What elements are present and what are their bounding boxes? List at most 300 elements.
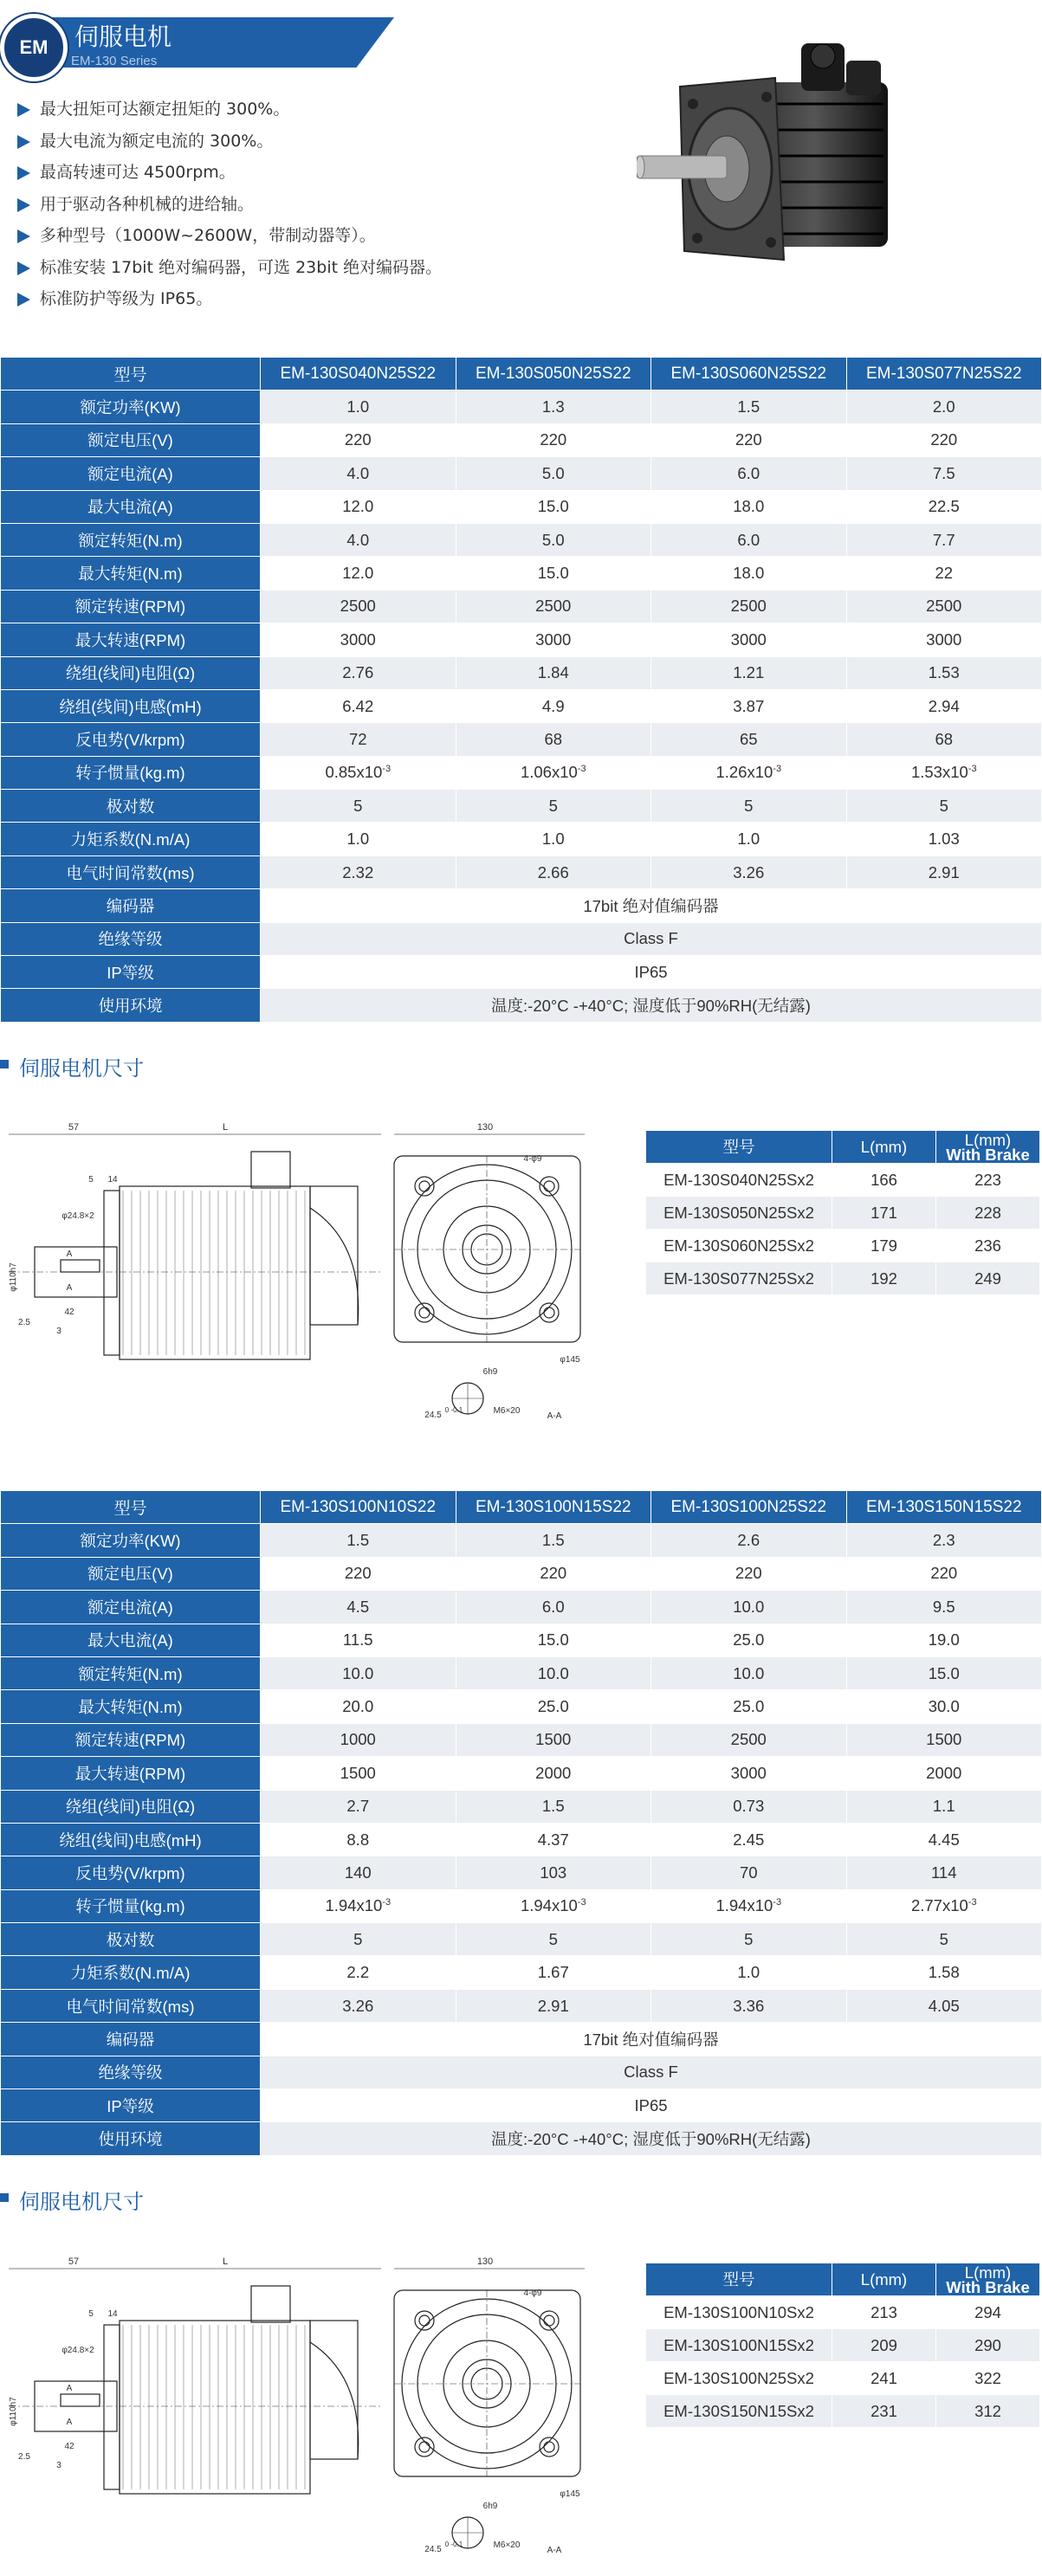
row-label: 编码器 xyxy=(1,889,261,922)
table-cell: 6.0 xyxy=(456,1591,651,1624)
feature-item: 多种型号（1000W~2600W，带制动器等）。 xyxy=(17,220,442,252)
inertia-value: 1.94x10 xyxy=(520,1896,578,1915)
table-row xyxy=(646,2329,1040,2362)
table-cell: 3000 xyxy=(651,623,847,656)
table-cell: 20.0 xyxy=(261,1690,456,1723)
model-header: 型号 xyxy=(646,2263,832,2296)
merged-cell: IP65 xyxy=(261,2089,1042,2122)
table-cell: 5 xyxy=(261,790,456,823)
inertia-exponent: -3 xyxy=(382,764,392,775)
row-label: 力矩系数(N.m/A) xyxy=(1,1956,261,1989)
merged-cell: 温度:-20°C -+40°C; 湿度低于90%RH(无结露) xyxy=(261,2122,1042,2155)
holes-dim: 4-φ9 xyxy=(523,2289,542,2298)
table-cell: 9.5 xyxy=(846,1591,1042,1624)
table-cell: 1.5 xyxy=(456,1790,651,1823)
table-cell xyxy=(846,756,1042,789)
key-width-dim: 24.5 xyxy=(424,2545,442,2554)
table-row xyxy=(1,1956,1042,1989)
table-cell: 1.0 xyxy=(651,1956,847,1989)
table-cell: 1.0 xyxy=(261,823,456,855)
table-cell: 5 xyxy=(846,1923,1042,1956)
inertia-value: 1.26x10 xyxy=(715,763,773,782)
merged-cell: Class F xyxy=(261,922,1042,955)
table-row xyxy=(1,1624,1042,1656)
table-header-row xyxy=(1,358,1042,391)
section-title-dimensions-2: 伺服电机尺寸 xyxy=(0,2185,144,2215)
table-row xyxy=(1,2023,1042,2056)
thread-dim: M6×20 xyxy=(493,1406,521,1416)
inertia-exponent: -3 xyxy=(773,764,782,775)
model-column-header: EM-130S150N15S22 xyxy=(846,1491,1042,1524)
table-cell: 103 xyxy=(456,1856,651,1889)
table-cell: 3000 xyxy=(846,623,1042,656)
table-cell: 228 xyxy=(936,1197,1040,1230)
row-label: 最大转矩(N.m) xyxy=(1,1690,261,1723)
table-cell: 22.5 xyxy=(846,490,1042,523)
motor-side-view xyxy=(9,2269,585,2494)
section-label-aa: A-A xyxy=(547,2546,562,2555)
table-cell: 2.0 xyxy=(846,391,1042,423)
series-label: EM-130 Series xyxy=(71,54,158,68)
table-cell: 1.3 xyxy=(456,391,651,423)
table-cell: 1500 xyxy=(261,1757,456,1790)
table-header-row xyxy=(646,1131,1040,1164)
table-cell: 1500 xyxy=(456,1723,651,1756)
table-cell: 68 xyxy=(456,723,651,756)
table-row xyxy=(1,889,1042,922)
row-label: 额定电流(A) xyxy=(1,1591,261,1624)
table-row xyxy=(1,1889,1042,1922)
table-cell: 1.0 xyxy=(456,823,651,855)
table-cell: 1.67 xyxy=(456,1956,651,1989)
table-row xyxy=(646,1164,1040,1197)
model-header: 型号 xyxy=(1,1491,261,1524)
merged-cell: 17bit 绝对值编码器 xyxy=(261,2023,1042,2056)
dim-57: 57 xyxy=(68,1122,80,1133)
merged-cell: 17bit 绝对值编码器 xyxy=(261,889,1042,922)
row-label: 额定电流(A) xyxy=(1,457,261,490)
table-row xyxy=(1,1790,1042,1823)
row-label: 反电势(V/krpm) xyxy=(1,1856,261,1889)
dim-42: 42 xyxy=(64,1307,74,1317)
table-cell: 1.03 xyxy=(846,823,1042,855)
table-cell: 179 xyxy=(832,1230,936,1262)
table-cell: 5 xyxy=(456,1923,651,1956)
row-label: 使用环境 xyxy=(1,989,261,1022)
table-cell xyxy=(651,1889,847,1922)
table-cell: 290 xyxy=(936,2329,1040,2362)
row-label: 极对数 xyxy=(1,1923,261,1956)
table-cell: 5 xyxy=(456,790,651,823)
table-cell: 2.7 xyxy=(261,1790,456,1823)
thread-dim: M6×20 xyxy=(493,2540,521,2550)
table-cell: 220 xyxy=(456,423,651,456)
dimension-drawing-1 xyxy=(0,1104,624,1442)
pcd-dim: φ145 xyxy=(560,1355,580,1365)
spec-table-2 xyxy=(0,1490,1042,2156)
table-cell: 12.0 xyxy=(261,557,456,590)
dim-2-5: 2.5 xyxy=(18,1318,30,1327)
table-cell: 4.5 xyxy=(261,1591,456,1624)
table-cell xyxy=(651,756,847,789)
feature-item: 最大扭矩可达额定扭矩的 300%。 xyxy=(17,94,442,126)
table-cell xyxy=(456,756,651,789)
spec-table-1 xyxy=(0,357,1042,1023)
row-label: 最大电流(A) xyxy=(1,490,261,523)
row-label: 绕组(线间)电阻(Ω) xyxy=(1,1790,261,1823)
table-cell: 2.45 xyxy=(651,1823,847,1856)
table-row xyxy=(1,1591,1042,1624)
key-depth-dim: 0 -0.1 xyxy=(444,1406,463,1414)
table-cell: 312 xyxy=(936,2395,1040,2428)
table-cell xyxy=(846,1889,1042,1922)
dim-42: 42 xyxy=(64,2442,74,2451)
dim-3: 3 xyxy=(56,1327,61,1336)
table-cell: 294 xyxy=(936,2296,1040,2329)
table-cell: 2.2 xyxy=(261,1956,456,1989)
dim-2-5: 2.5 xyxy=(18,2452,30,2462)
bore-dim: φ110h7 xyxy=(9,2397,18,2426)
table-row xyxy=(1,2056,1042,2089)
motor-front-view xyxy=(394,2290,580,2476)
key-width-dim: 24.5 xyxy=(424,1411,442,1420)
table-cell: 2.32 xyxy=(261,855,456,888)
table-cell: 236 xyxy=(936,1230,1040,1262)
table-cell: 3.26 xyxy=(261,1989,456,2022)
row-label: 力矩系数(N.m/A) xyxy=(1,823,261,855)
table-cell: 1.84 xyxy=(456,656,651,689)
model-header: 型号 xyxy=(1,358,261,391)
table-cell: 2.91 xyxy=(456,1989,651,2022)
key-depth-dim: 0 -0.1 xyxy=(444,2540,463,2548)
table-row xyxy=(1,855,1042,888)
table-cell: 3000 xyxy=(651,1757,847,1790)
table-cell: 25.0 xyxy=(651,1624,847,1656)
table-row xyxy=(1,723,1042,756)
dimension-table-2 xyxy=(645,2263,1040,2428)
row-label: 额定功率(KW) xyxy=(1,1524,261,1557)
model-column-header: EM-130S100N15S22 xyxy=(456,1491,651,1524)
table-cell: 15.0 xyxy=(456,1624,651,1656)
model-column-header: EM-130S060N25S22 xyxy=(651,358,847,391)
table-row xyxy=(1,656,1042,689)
row-label: 电气时间常数(ms) xyxy=(1,1989,261,2022)
table-cell: 72 xyxy=(261,723,456,756)
row-label: 额定转速(RPM) xyxy=(1,1723,261,1756)
table-row xyxy=(1,623,1042,656)
table-cell: 18.0 xyxy=(651,557,847,590)
table-cell: 1.5 xyxy=(651,391,847,423)
table-row xyxy=(1,956,1042,989)
section-mark-a: A xyxy=(66,1283,73,1293)
table-cell: 25.0 xyxy=(456,1690,651,1723)
table-row xyxy=(1,490,1042,523)
table-cell xyxy=(261,1889,456,1922)
model-header: 型号 xyxy=(646,1131,832,1164)
section-mark-a: A xyxy=(66,2384,73,2393)
table-cell: 114 xyxy=(846,1856,1042,1889)
merged-cell: 温度:-20°C -+40°C; 湿度低于90%RH(无结露) xyxy=(261,989,1042,1022)
table-cell: 2500 xyxy=(651,590,847,623)
table-cell: 1.0 xyxy=(261,391,456,423)
table-cell: 1.5 xyxy=(261,1524,456,1557)
table-cell: 2000 xyxy=(846,1757,1042,1790)
dim-130: 130 xyxy=(476,2256,494,2267)
row-label: 转子惯量(kg.m) xyxy=(1,1889,261,1922)
table-row xyxy=(1,1989,1042,2022)
table-cell: EM-130S077N25Sx2 xyxy=(646,1262,832,1295)
inertia-exponent: -3 xyxy=(382,1897,392,1908)
table-row xyxy=(1,790,1042,823)
table-cell: 2500 xyxy=(651,1723,847,1756)
table-cell: 322 xyxy=(936,2362,1040,2395)
inertia-value: 1.94x10 xyxy=(325,1896,383,1915)
table-cell: 2.76 xyxy=(261,656,456,689)
key-dim: 6h9 xyxy=(482,1367,498,1377)
table-cell: 5 xyxy=(846,790,1042,823)
row-label: 使用环境 xyxy=(1,2122,261,2155)
table-cell: 220 xyxy=(456,1557,651,1590)
table-cell: 4.0 xyxy=(261,523,456,556)
shaft-dim: φ24.8×2 xyxy=(61,2346,94,2355)
row-label: 最大电流(A) xyxy=(1,1624,261,1656)
table-cell: 220 xyxy=(846,1557,1042,1590)
table-cell: 3.36 xyxy=(651,1989,847,2022)
table-row xyxy=(646,2395,1040,2428)
table-cell: 1.1 xyxy=(846,1790,1042,1823)
inertia-exponent: -3 xyxy=(577,1897,586,1908)
table-cell xyxy=(456,1889,651,1922)
table-row xyxy=(646,2362,1040,2395)
table-row xyxy=(646,2296,1040,2329)
table-cell: 1500 xyxy=(846,1723,1042,1756)
pcd-dim: φ145 xyxy=(560,2489,580,2499)
table-cell: 2500 xyxy=(456,590,651,623)
page-title: 伺服电机 xyxy=(74,23,172,51)
table-cell: 192 xyxy=(832,1262,936,1295)
inertia-exponent: -3 xyxy=(968,1897,977,1908)
table-cell: 6.0 xyxy=(651,523,847,556)
table-cell: 22 xyxy=(846,557,1042,590)
table-row xyxy=(646,1230,1040,1262)
key-dim: 6h9 xyxy=(482,2502,498,2511)
table-row xyxy=(1,423,1042,456)
table-cell: 15.0 xyxy=(456,557,651,590)
row-label: 绕组(线间)电感(mH) xyxy=(1,689,261,722)
table-cell: 4.05 xyxy=(846,1989,1042,2022)
inertia-exponent: -3 xyxy=(577,764,586,775)
table-cell: 7.5 xyxy=(846,457,1042,490)
inertia-value: 1.53x10 xyxy=(910,763,968,782)
table-cell: 2.91 xyxy=(846,855,1042,888)
brake-length-header xyxy=(936,2263,1040,2296)
section-label-aa: A-A xyxy=(547,1411,562,1421)
table-cell: 5.0 xyxy=(456,523,651,556)
table-cell: 8.8 xyxy=(261,1823,456,1856)
bore-dim: φ110h7 xyxy=(9,1262,18,1292)
dim-14: 14 xyxy=(107,1175,118,1185)
table-row xyxy=(1,1823,1042,1856)
table-row xyxy=(1,1856,1042,1889)
motor-side-view xyxy=(9,1134,585,1359)
model-column-header: EM-130S050N25S22 xyxy=(456,358,651,391)
inertia-value: 0.85x10 xyxy=(325,763,383,782)
table-cell: 10.0 xyxy=(651,1656,847,1689)
table-cell: EM-130S150N15Sx2 xyxy=(646,2395,832,2428)
length-header: L(mm) xyxy=(832,2263,936,2296)
table-cell: EM-130S100N15Sx2 xyxy=(646,2329,832,2362)
row-label: 最大转矩(N.m) xyxy=(1,557,261,590)
row-label: 绕组(线间)电阻(Ω) xyxy=(1,656,261,689)
dim-3: 3 xyxy=(56,2461,61,2470)
inertia-value: 1.94x10 xyxy=(715,1896,773,1915)
dim-5: 5 xyxy=(88,2309,94,2319)
table-row xyxy=(1,689,1042,722)
table-header-row xyxy=(646,2263,1040,2296)
table-cell: 4.9 xyxy=(456,689,651,722)
row-label: 电气时间常数(ms) xyxy=(1,855,261,888)
inertia-exponent: -3 xyxy=(773,1897,782,1908)
with-brake-label: With Brake xyxy=(946,2277,1030,2296)
model-column-header: EM-130S077N25S22 xyxy=(846,358,1042,391)
model-column-header: EM-130S100N10S22 xyxy=(261,1491,456,1524)
row-label: 额定电压(V) xyxy=(1,1557,261,1590)
table-cell: 213 xyxy=(832,2296,936,2329)
row-label: 额定转矩(N.m) xyxy=(1,1656,261,1689)
feature-item: 用于驱动各种机械的进给轴。 xyxy=(17,189,442,221)
table-cell: 223 xyxy=(936,1164,1040,1197)
table-cell: 2.66 xyxy=(456,855,651,888)
row-label: 转子惯量(kg.m) xyxy=(1,756,261,789)
table-row xyxy=(1,1923,1042,1956)
table-cell: 1.53 xyxy=(846,656,1042,689)
table-cell: 2000 xyxy=(456,1757,651,1790)
row-label: 额定转速(RPM) xyxy=(1,590,261,623)
table-cell: 5 xyxy=(651,790,847,823)
feature-item: 标准安装 17bit 绝对编码器，可选 23bit 绝对编码器。 xyxy=(17,252,442,284)
dim-57: 57 xyxy=(68,2256,80,2267)
holes-dim: 4-φ9 xyxy=(523,1154,542,1164)
table-row xyxy=(1,1557,1042,1590)
dim-5: 5 xyxy=(88,1175,94,1185)
table-row xyxy=(646,1262,1040,1295)
table-cell: 11.5 xyxy=(261,1624,456,1656)
dimension-table-1 xyxy=(645,1130,1040,1295)
merged-cell: IP65 xyxy=(261,956,1042,989)
row-label: 额定转矩(N.m) xyxy=(1,523,261,556)
table-cell: 140 xyxy=(261,1856,456,1889)
table-cell: 12.0 xyxy=(261,490,456,523)
row-label: IP等级 xyxy=(1,2089,261,2122)
feature-item: 标准防护等级为 IP65。 xyxy=(17,283,442,315)
row-label: 最大转速(RPM) xyxy=(1,623,261,656)
table-row xyxy=(1,1524,1042,1557)
inertia-value: 2.77x10 xyxy=(910,1896,968,1915)
table-cell: 65 xyxy=(651,723,847,756)
table-cell: 209 xyxy=(832,2329,936,2362)
table-cell: 0.73 xyxy=(651,1790,847,1823)
table-cell: 3.87 xyxy=(651,689,847,722)
table-cell: 4.37 xyxy=(456,1823,651,1856)
table-cell: 5.0 xyxy=(456,457,651,490)
table-row xyxy=(1,1690,1042,1723)
inertia-exponent: -3 xyxy=(968,764,977,775)
merged-cell: Class F xyxy=(261,2056,1042,2089)
table-row xyxy=(1,1656,1042,1689)
table-cell: 1.5 xyxy=(456,1524,651,1557)
table-cell xyxy=(261,756,456,789)
model-column-header: EM-130S040N25S22 xyxy=(261,358,456,391)
table-row xyxy=(1,590,1042,623)
table-cell: 15.0 xyxy=(456,490,651,523)
motor-front-view xyxy=(394,1156,580,1342)
table-row xyxy=(1,2089,1042,2122)
table-cell: 6.0 xyxy=(651,457,847,490)
section-mark-a: A xyxy=(66,1249,73,1259)
row-label: 绝缘等级 xyxy=(1,922,261,955)
table-cell: EM-130S100N25Sx2 xyxy=(646,2362,832,2395)
dim-L: L xyxy=(222,2256,229,2267)
table-cell: 5 xyxy=(261,1923,456,1956)
table-cell: 10.0 xyxy=(456,1656,651,1689)
table-row xyxy=(1,557,1042,590)
row-label: 绝缘等级 xyxy=(1,2056,261,2089)
table-cell: 4.45 xyxy=(846,1823,1042,1856)
table-header-row xyxy=(1,1491,1042,1524)
dim-14: 14 xyxy=(107,2309,118,2319)
table-cell: 3000 xyxy=(456,623,651,656)
table-cell: EM-130S050N25Sx2 xyxy=(646,1197,832,1230)
row-label: IP等级 xyxy=(1,956,261,989)
section-title-dimensions-1: 伺服电机尺寸 xyxy=(0,1051,144,1081)
table-cell: 30.0 xyxy=(846,1690,1042,1723)
table-cell: 19.0 xyxy=(846,1624,1042,1656)
table-row xyxy=(1,756,1042,789)
table-row xyxy=(1,1723,1042,1756)
section-mark-a: A xyxy=(66,2418,73,2427)
row-label: 极对数 xyxy=(1,790,261,823)
feature-item: 最大电流为额定电流的 300%。 xyxy=(17,126,442,158)
table-cell: 220 xyxy=(846,423,1042,456)
table-cell: 220 xyxy=(651,423,847,456)
table-cell: 1.58 xyxy=(846,1956,1042,1989)
table-cell: 10.0 xyxy=(261,1656,456,1689)
table-cell: 70 xyxy=(651,1856,847,1889)
brake-length-label: L(mm) xyxy=(964,1130,1012,1149)
table-cell: 249 xyxy=(936,1262,1040,1295)
table-cell: 231 xyxy=(832,2395,936,2428)
table-cell: 220 xyxy=(651,1557,847,1590)
table-cell: 220 xyxy=(261,423,456,456)
table-cell: 241 xyxy=(832,2362,936,2395)
table-cell: 7.7 xyxy=(846,523,1042,556)
brake-length-header xyxy=(936,1131,1040,1164)
table-row xyxy=(1,523,1042,556)
table-cell: 5 xyxy=(651,1923,847,1956)
table-cell: 1000 xyxy=(261,1723,456,1756)
feature-item: 最高转速可达 4500rpm。 xyxy=(17,157,442,189)
table-cell: EM-130S100N10Sx2 xyxy=(646,2296,832,2329)
table-cell: 10.0 xyxy=(651,1591,847,1624)
table-cell: 166 xyxy=(832,1164,936,1197)
feature-list xyxy=(17,94,442,315)
servo-motor-image xyxy=(637,35,914,294)
table-cell: 18.0 xyxy=(651,490,847,523)
table-row xyxy=(1,1757,1042,1790)
brake-length-label: L(mm) xyxy=(964,2263,1012,2282)
table-cell: 25.0 xyxy=(651,1690,847,1723)
table-cell: 2500 xyxy=(261,590,456,623)
